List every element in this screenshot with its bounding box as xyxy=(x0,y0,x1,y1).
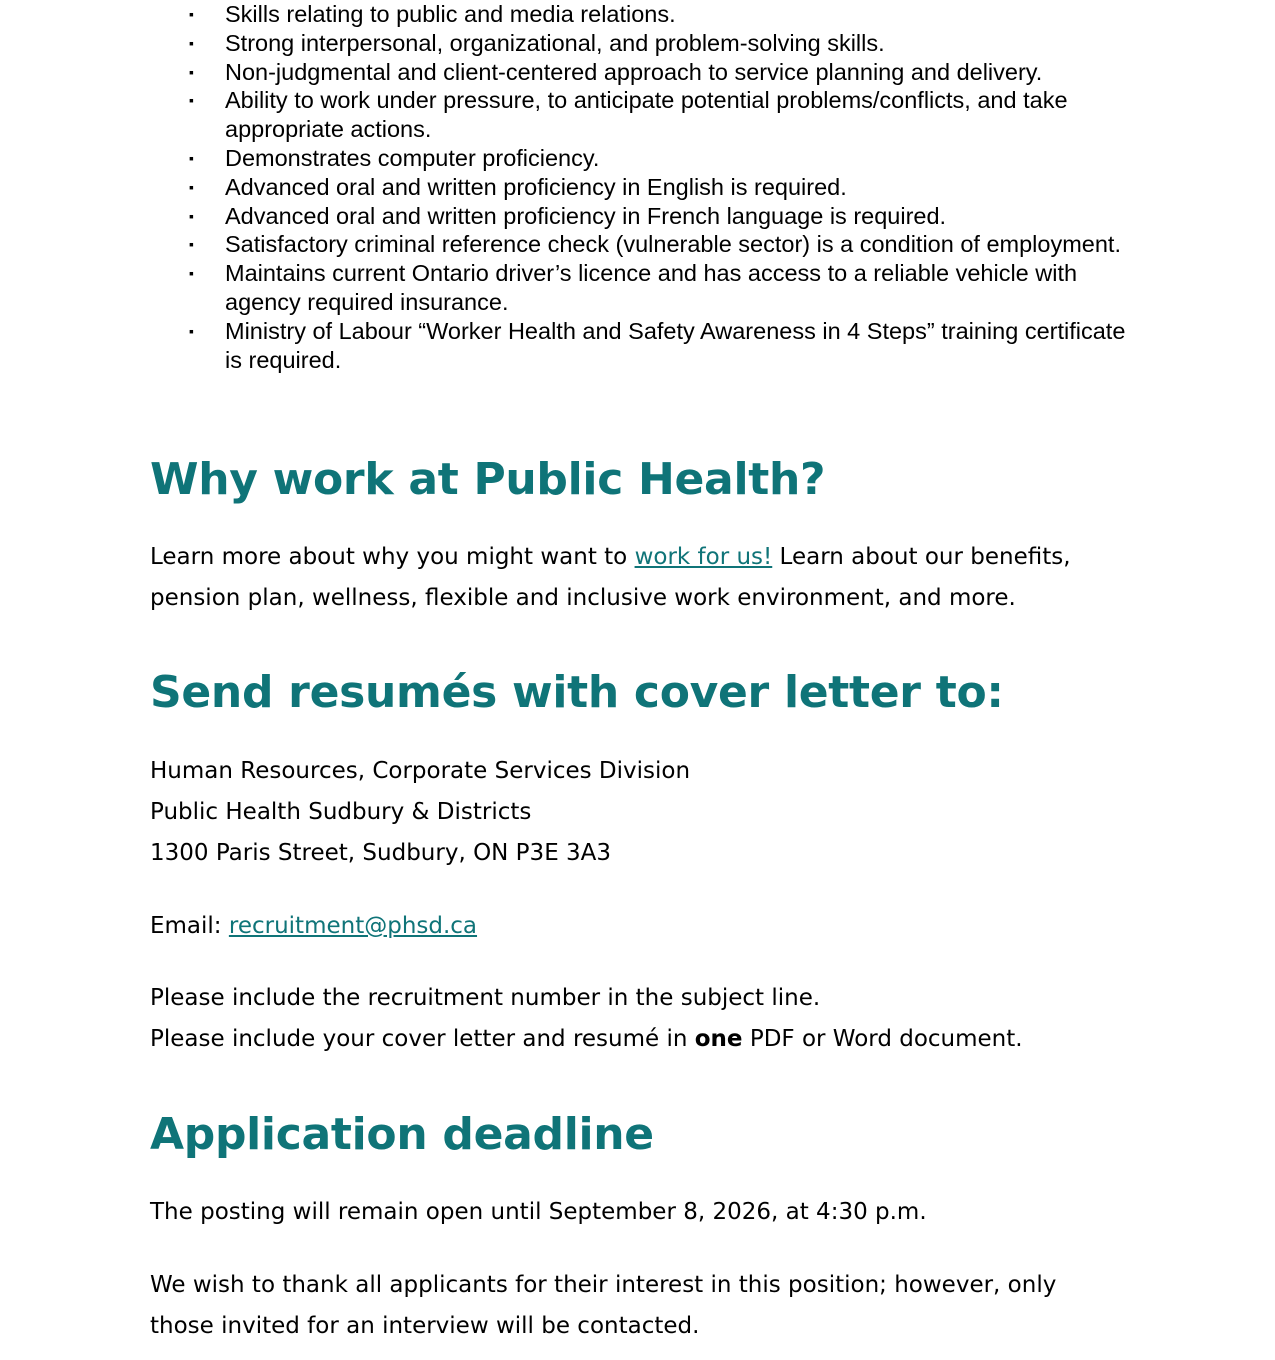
deadline-heading: Application deadline xyxy=(150,1109,654,1160)
bullet-icon: ▪ xyxy=(189,92,194,109)
bullet-icon: ▪ xyxy=(189,149,194,166)
deadline-section xyxy=(150,1107,1150,1163)
list-item-text: Advanced oral and written proficiency in French language is required. xyxy=(225,202,947,229)
bullet-icon: ▪ xyxy=(189,265,194,282)
email-link[interactable]: recruitment@phsd.ca xyxy=(228,913,478,939)
send-heading: Send resumés with cover letter to: xyxy=(150,667,1004,718)
address-line: Public Health Sudbury & Districts xyxy=(150,799,532,825)
list-item xyxy=(0,0,1275,29)
thanks-paragraph xyxy=(150,1265,1090,1347)
email-block xyxy=(150,906,1150,947)
requirements-list xyxy=(0,0,1275,374)
list-item-text: Strong interpersonal, organizational, and problem-solving skills. xyxy=(225,29,885,56)
instruction-emphasis: one xyxy=(694,1026,743,1052)
instruction-text: Please include your cover letter and resumé in xyxy=(150,1026,695,1052)
email-label: Email: xyxy=(150,913,229,939)
list-item xyxy=(0,202,1275,231)
list-item-text: Ability to work under pressure, to anticipate potential problems/conflicts, and take appropriate actions. xyxy=(225,87,1068,143)
why-text xyxy=(150,537,1150,619)
instruction-line: Please include the recruitment number in the subject line. xyxy=(150,985,821,1011)
address-block xyxy=(150,751,1150,874)
list-item-text: Ministry of Labour “Worker Health and Safety Awareness in 4 Steps” training certificate is required. xyxy=(225,317,1126,373)
send-section xyxy=(150,665,1150,721)
list-item xyxy=(0,144,1275,173)
bullet-icon: ▪ xyxy=(189,236,194,253)
list-item-text: Skills relating to public and media relations. xyxy=(225,1,676,27)
why-text-end: Learn about our benefits, pension plan, wellness, flexible and inclusive work environment, and more. xyxy=(150,544,1071,611)
why-text-start: Learn more about why you might want to xyxy=(150,544,635,570)
list-item xyxy=(0,86,1275,144)
address-line: 1300 Paris Street, Sudbury, ON P3E 3A3 xyxy=(150,840,612,866)
list-item-text: Advanced oral and written proficiency in English is required. xyxy=(225,173,847,200)
list-item-text: Demonstrates computer proficiency. xyxy=(225,144,600,171)
bullet-icon: ▪ xyxy=(189,207,194,224)
list-item xyxy=(0,230,1275,259)
thanks-text: We wish to thank all applicants for their interest in this position; however, only those invited for an interview will be contacted. xyxy=(150,1272,1057,1339)
why-paragraph xyxy=(150,537,1150,619)
deadline-text: The posting will remain open until September 8, 2026, at 4:30 p.m. xyxy=(150,1199,927,1225)
bullet-icon: ▪ xyxy=(189,178,194,195)
list-item-text: Satisfactory criminal reference check (vulnerable sector) is a condition of employment. xyxy=(225,231,1121,258)
address-line: Human Resources, Corporate Services Division xyxy=(150,758,691,784)
bullet-icon: ▪ xyxy=(189,63,194,80)
list-item-text: Maintains current Ontario driver’s licence and has access to a reliable vehicle with agency required insurance. xyxy=(225,260,1078,315)
list-item xyxy=(0,29,1275,58)
list-item xyxy=(0,58,1275,87)
list-item xyxy=(0,259,1275,317)
why-heading: Why work at Public Health? xyxy=(150,454,826,505)
list-item-text: Non-judgmental and client-centered approach to service planning and delivery. xyxy=(225,58,1043,85)
deadline-paragraph xyxy=(150,1192,1150,1233)
why-section xyxy=(150,452,1150,508)
bullet-icon: ▪ xyxy=(189,6,194,22)
instruction-line xyxy=(150,1019,1150,1060)
bullet-icon: ▪ xyxy=(189,34,194,51)
list-item xyxy=(0,317,1275,375)
instruction-text: PDF or Word document. xyxy=(742,1026,1023,1052)
work-for-us-link[interactable]: work for us! xyxy=(634,544,773,570)
instructions-block xyxy=(150,978,1150,1060)
email-line xyxy=(150,906,1150,947)
bullet-icon: ▪ xyxy=(189,322,194,339)
list-item xyxy=(0,173,1275,202)
